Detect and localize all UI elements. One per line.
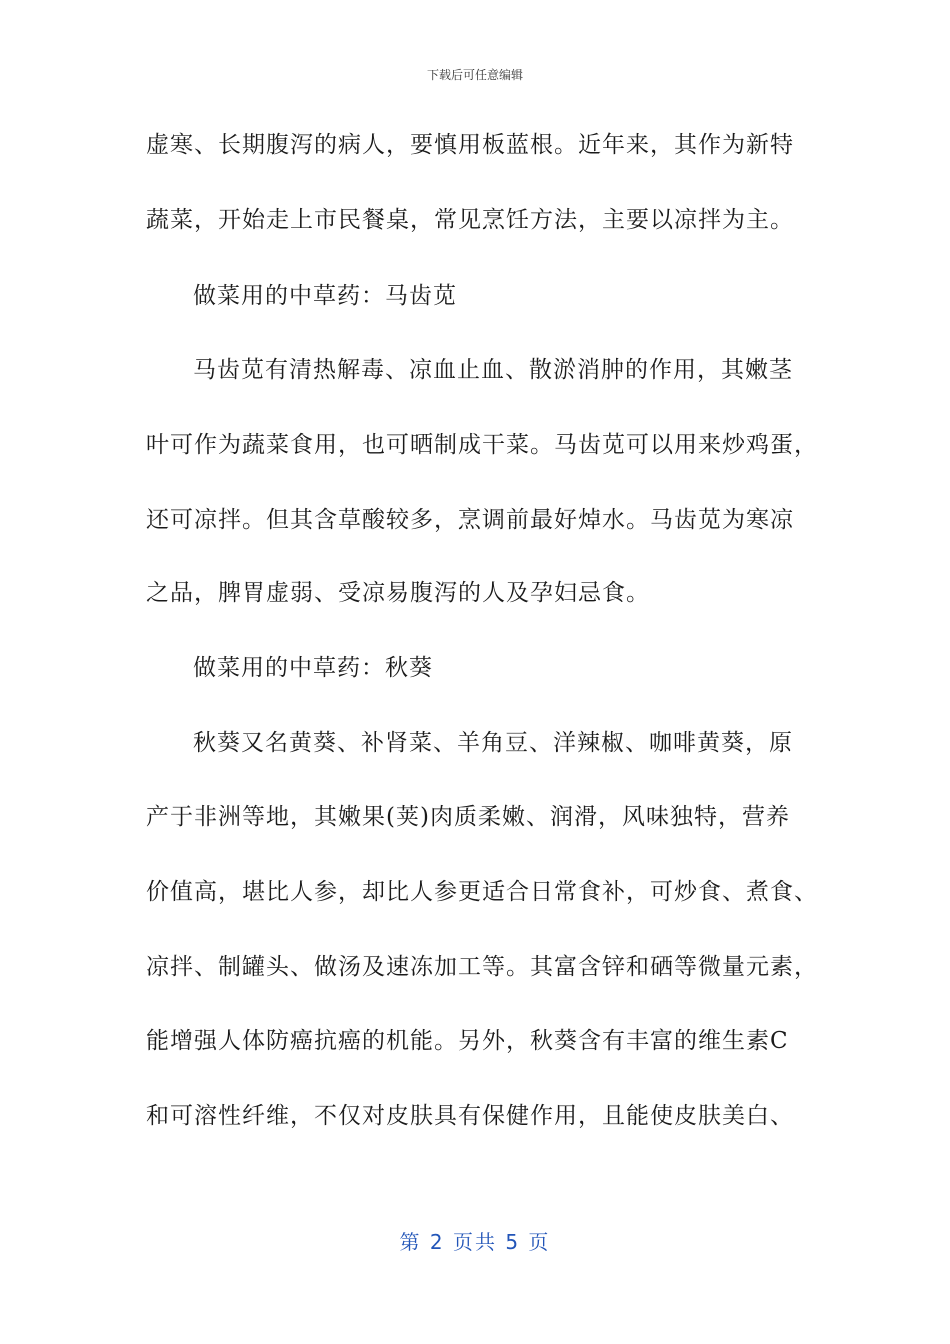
body-line: 能增强人体防癌抗癌的机能。另外，秋葵含有丰富的维生素C (146, 1028, 789, 1054)
page-header: 下载后可任意编辑 (426, 68, 523, 82)
body-line: 之品，脾胃虚弱、受凉易腹泻的人及孕妇忌食。 (146, 580, 650, 606)
body-line: 马齿苋有清热解毒、凉血止血、散淤消肿的作用，其嫩茎 (193, 357, 793, 383)
body-line: 和可溶性纤维，不仅对皮肤具有保健作用，且能使皮肤美白、 (146, 1103, 794, 1129)
section-heading-purslane: 做菜用的中草药：马齿苋 (193, 283, 457, 309)
body-line: 虚寒、长期腹泻的病人，要慎用板蓝根。近年来，其作为新特 (146, 132, 794, 158)
body-line: 产于非洲等地，其嫩果(荚)肉质柔嫩、润滑，风味独特，营养 (146, 804, 790, 830)
body-line: 叶可作为蔬菜食用，也可晒制成干菜。马齿苋可以用来炒鸡蛋， (146, 432, 818, 458)
section-heading-okra: 做菜用的中草药：秋葵 (193, 655, 433, 681)
body-line: 凉拌、制罐头、做汤及速冻加工等。其富含锌和硒等微量元素， (146, 954, 818, 980)
body-line: 价值高，堪比人参，却比人参更适合日常食补，可炒食、煮食、 (146, 879, 818, 905)
body-line: 蔬菜，开始走上市民餐桌，常见烹饪方法，主要以凉拌为主。 (146, 207, 794, 233)
body-line: 秋葵又名黄葵、补肾菜、羊角豆、洋辣椒、咖啡黄葵，原 (193, 730, 793, 756)
page-number-footer: 第 2 页共 5 页 (399, 1230, 551, 1254)
body-line: 还可凉拌。但其含草酸较多，烹调前最好焯水。马齿苋为寒凉 (146, 507, 794, 533)
